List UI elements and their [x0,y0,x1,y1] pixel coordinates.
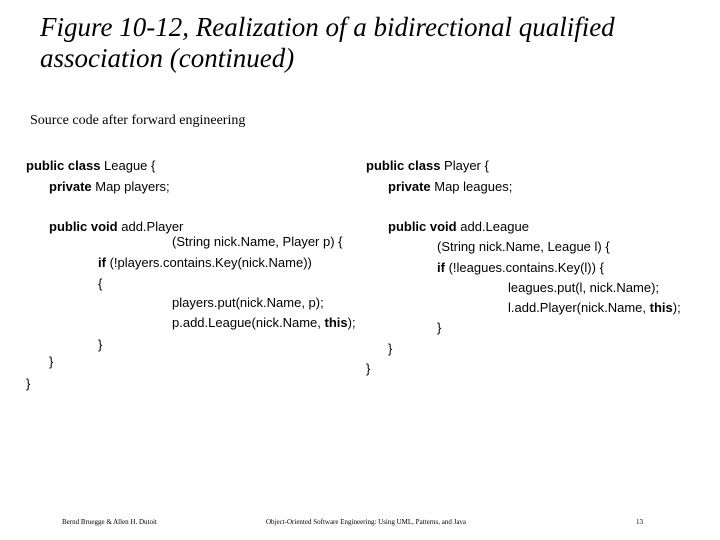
keyword: private [388,179,431,194]
code-text: Player { [440,158,489,173]
player-code-line [366,158,489,173]
keyword: private [49,179,92,194]
league-code-line [49,179,170,194]
code-text: Map players; [91,179,170,194]
footer-authors: Bernd Bruegge & Allen H. Dutoit [62,518,157,526]
league-code-line [98,255,312,270]
player-code-line [388,179,512,194]
league-code-line: (String nick.Name, Player p) { [172,234,343,249]
player-code-line: } [366,361,371,376]
title-line-2: association (continued) [40,43,295,73]
league-code-line: } [98,337,103,352]
player-code-line [388,219,529,234]
code-text: add.Player [117,219,184,234]
code-text: ); [347,315,356,330]
slide-subtitle: Source code after forward engineering [30,113,246,128]
league-code-line [172,315,356,330]
league-code-line [49,219,183,234]
code-text: ); [672,300,681,315]
keyword: if [98,255,106,270]
keyword: public void [49,219,118,234]
footer-book-title: Object-Oriented Software Engineering: Using UML, Patterns, and Java [266,518,467,526]
player-code-line: } [388,341,393,356]
player-code-line: leagues.put(l, nick.Name); [508,280,660,295]
league-code-line: } [49,354,54,369]
player-code-line [437,260,604,275]
league-code-line: players.put(nick.Name, p); [172,295,324,310]
league-code-line [26,158,155,173]
code-text: p.add.League(nick.Name, [172,315,325,330]
keyword: this [649,300,673,315]
league-code-line: } [26,376,31,391]
keyword: if [437,260,445,275]
title-line-1: Figure 10-12, Realization of a bidirectional qualified [40,12,615,42]
code-text: l.add.Player(nick.Name, [508,300,650,315]
player-code-line: (String nick.Name, League l) { [437,239,610,254]
slide-title [40,12,700,74]
keyword: public class [26,158,101,173]
code-text: (!players.contains.Key(nick.Name)) [105,255,312,270]
keyword: public void [388,219,457,234]
code-text: (!leagues.contains.Key(l)) { [444,260,604,275]
code-text: Map leagues; [430,179,513,194]
keyword: this [324,315,348,330]
player-code-line: } [437,320,442,335]
code-text: add.League [456,219,529,234]
league-code-line: { [98,276,103,291]
player-code-line [508,300,681,315]
code-text: League { [100,158,156,173]
footer-page-number: 13 [636,518,643,526]
keyword: public class [366,158,441,173]
